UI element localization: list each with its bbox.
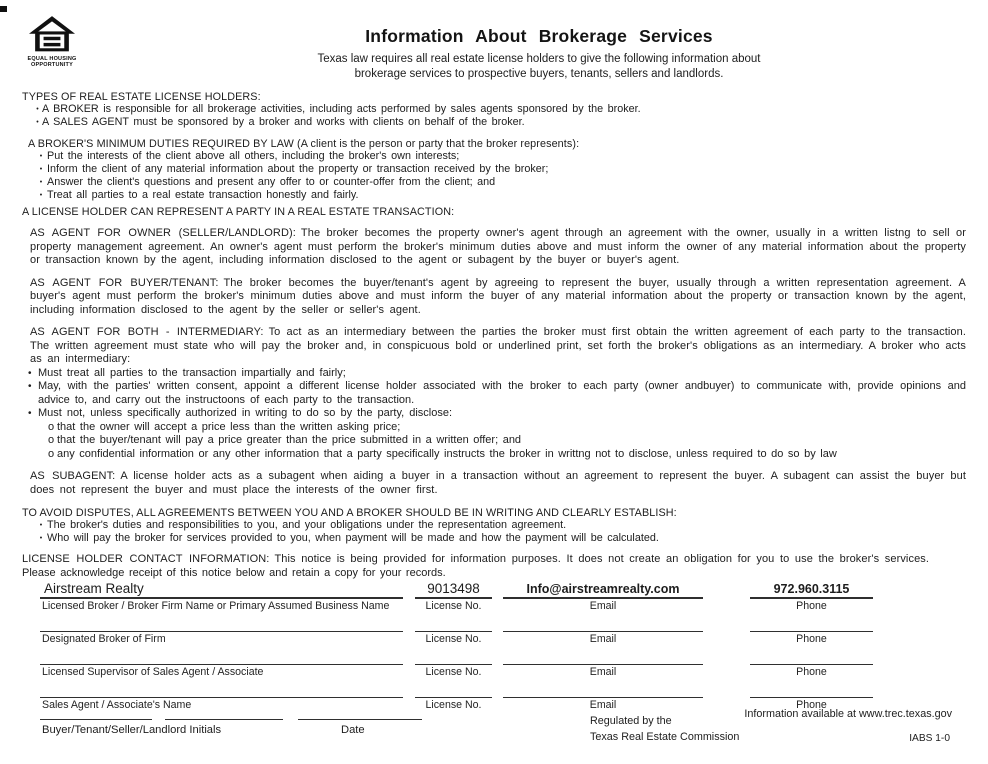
paragraph-text: The broker becomes the property owner's agent through an agreement with the owner, usually in a written listng to sell or property management agreement. An owner's agent must perform the broker's minimum duties above and must inform the owner of any material information about the property or transaction known by the agent, including information disclosed to the agent or subagent by the buyer or buyer's agent. — [30, 227, 966, 266]
section-heading-represent: A LICENSE HOLDER CAN REPRESENT A PARTY IN A REAL ESTATE TRANSACTION: — [22, 206, 455, 218]
license-no-field[interactable] — [415, 683, 492, 698]
phone-label: Phone — [796, 699, 827, 711]
paragraph-agent-owner — [22, 227, 966, 268]
phone-label: Phone — [796, 666, 827, 678]
bullet-marker: • — [39, 192, 43, 199]
bullet-text: Answer the client's questions and present any offer to or counter-offer from the client; and — [47, 176, 496, 188]
paragraph-text: The broker becomes the buyer/tenant's agent by agreeing to represent the buyer, usually through a written representation agreement. A buyer's agent must perform the broker's minimum duties above and must inform the buyer of any material information about the property or transaction known by the agent, including information disclosed to the agent by the seller or seller's agent. — [30, 276, 966, 316]
bullet-item — [22, 176, 966, 189]
paragraph-lead: AS AGENT FOR OWNER (SELLER/LANDLORD): — [30, 227, 296, 239]
section-heading-duties: A BROKER'S MINIMUM DUTIES REQUIRED BY LAW (A client is the person or party that the broker represents): — [28, 138, 580, 150]
paragraph-lead: AS AGENT FOR BUYER/TENANT: — [30, 276, 219, 289]
bullet-text: Put the interests of the client above all others, including the broker's own interests; — [47, 150, 460, 162]
sub-bullet-item — [22, 448, 966, 462]
bullet-item — [22, 367, 966, 381]
equal-housing-logo — [24, 16, 80, 68]
date-label: Date — [341, 724, 365, 736]
bullet-marker: • — [28, 381, 32, 392]
regulated-by-text — [590, 713, 739, 745]
bullet-text: Treat all parties to a real estate transaction honestly and fairly. — [47, 189, 359, 201]
email-label: Email — [589, 666, 617, 678]
bullet-marker: • — [39, 522, 43, 529]
section-heading-types: TYPES OF REAL ESTATE LICENSE HOLDERS: — [22, 91, 261, 103]
phone-label: Phone — [796, 633, 827, 645]
info-available-text: Information available at www.trec.texas.gov — [744, 708, 952, 720]
initials-label: Buyer/Tenant/Seller/Landlord Initials — [42, 724, 222, 736]
bullet-text: May, with the parties' written consent, appoint a different license holder associated with the broker to each party (owner andbuyer) to communicate with, provide opinions and advice to, and carry out the instructoons of each party to the transaction. — [38, 380, 966, 406]
bullet-marker: • — [39, 179, 43, 186]
license-no-field[interactable] — [415, 650, 492, 665]
paragraph-lead: LICENSE HOLDER CONTACT INFORMATION: — [22, 553, 270, 565]
regulated-line2: Texas Real Estate Commission — [590, 731, 740, 743]
sub-bullet-item — [22, 434, 966, 448]
designated-broker-label: Designated Broker of Firm — [42, 633, 166, 645]
bullet-item — [22, 116, 966, 129]
paragraph-agent-buyer — [22, 277, 966, 318]
phone-field[interactable] — [750, 650, 873, 665]
sub-bullet-marker: o — [48, 447, 55, 460]
bullet-text: A BROKER is responsible for all brokerage activities, including acts performed by sales agents sponsored by the broker. — [42, 103, 641, 115]
sub-bullet-marker: o — [48, 434, 55, 446]
sub-bullet-text: that the buyer/tenant will pay a price greater than the price submitted in a written offer; and — [57, 434, 522, 446]
email-label: Email — [589, 699, 617, 711]
license-no-label: License No. — [425, 666, 482, 678]
section-heading-disputes: TO AVOID DISPUTES, ALL AGREEMENTS BETWEEN YOU AND A BROKER SHOULD BE IN WRITING AND CLEARLY ESTABLISH: — [22, 507, 677, 519]
initials-line-1[interactable] — [40, 719, 152, 720]
email-field[interactable] — [503, 650, 703, 665]
sales-agent-name-field[interactable] — [40, 683, 403, 698]
logo-caption-line2: OPPORTUNITY — [31, 62, 73, 68]
email-label: Email — [589, 600, 617, 612]
license-no-label: License No. — [425, 600, 482, 612]
subtitle-line1: Texas law requires all real estate license holders to give the following information about — [317, 53, 761, 65]
scan-artifact — [0, 6, 7, 12]
bullet-item — [22, 519, 966, 532]
bullet-item — [22, 380, 966, 407]
license-no-label: License No. — [425, 699, 482, 711]
paragraph-contact-info-line2: Please acknowledge receipt of this notice below and retain a copy for your records. — [22, 566, 446, 579]
bullet-marker: • — [36, 119, 39, 126]
bullet-text: The broker's duties and responsibilities to you, and your obligations under the representation agreement. — [47, 519, 567, 531]
email-field[interactable] — [503, 617, 703, 632]
paragraph-lead: AS AGENT FOR BOTH - INTERMEDIARY: — [30, 326, 264, 338]
sales-agent-label: Sales Agent / Associate's Name — [42, 699, 192, 711]
document-body — [0, 91, 988, 580]
paragraph-lead: AS SUBAGENT: — [30, 470, 116, 482]
bullet-text: Must treat all parties to the transaction impartially and fairly; — [38, 366, 346, 379]
paragraph-subagent — [22, 470, 966, 497]
sub-bullet-marker: o — [48, 420, 55, 433]
bullet-text: A SALES AGENT must be sponsored by a broker and works with clients on behalf of the broker. — [42, 116, 525, 128]
initials-line-2[interactable] — [165, 719, 283, 720]
bullet-text: Inform the client of any material information about the property or transaction received by the broker; — [47, 163, 549, 175]
paragraph-text: To act as an intermediary between the parties the broker must first obtain the written agreement of each party to the transaction. The written agreement must state who will pay the broker and, in conspicuous bold or underlined print, set forth the broker's obligations as an intermediary. A broker who acts as an intermediary: — [30, 326, 966, 365]
paragraph-text: A license holder acts as a subagent when aiding a buyer in a transaction without an agreement to represent the buyer. A subagent can assist the buyer but does not represent the buyer and must place the interests of the owner first. — [30, 470, 966, 496]
phone-field[interactable]: 972.960.3115 — [750, 579, 873, 599]
page-subtitle — [150, 52, 928, 82]
bullet-item — [22, 407, 966, 421]
email-field[interactable]: Info@airstreamrealty.com — [503, 579, 703, 599]
sub-bullet-item — [22, 421, 966, 435]
subtitle-line2: brokerage services to prospective buyers, tenants, sellers and landlords. — [354, 68, 724, 80]
phone-field[interactable] — [750, 683, 873, 698]
designated-broker-name-field[interactable] — [40, 617, 403, 632]
form-row-broker-firm — [22, 579, 966, 613]
page-title: Information About Brokerage Services — [365, 26, 713, 46]
phone-field[interactable] — [750, 617, 873, 632]
bullet-text: Must not, unless specifically authorized in writing to do so by the party, disclose: — [38, 407, 453, 419]
license-holder-contact-table — [22, 579, 966, 712]
broker-firm-name-field[interactable]: Airstream Realty — [40, 579, 403, 599]
bullet-item — [22, 103, 966, 116]
regulated-line1: Regulated by the — [590, 715, 672, 727]
bullet-marker: • — [39, 153, 43, 160]
bullet-text: Who will pay the broker for services provided to you, when payment will be made and how the payment will be calculated. — [47, 532, 659, 544]
sub-bullet-text: that the owner will accept a price less than the written asking price; — [57, 420, 401, 433]
paragraph-agent-both — [22, 326, 966, 367]
bullet-item — [22, 189, 966, 202]
form-row-supervisor — [22, 650, 966, 679]
paragraph-text: This notice is being provided for information purposes. It does not create an obligation for you to use the broker's services. — [274, 553, 930, 565]
bullet-marker: • — [39, 535, 43, 542]
bullet-item — [22, 150, 966, 163]
logo-caption-line1: EQUAL HOUSING — [27, 56, 77, 62]
bullet-marker: • — [36, 106, 39, 113]
supervisor-name-field[interactable] — [40, 650, 403, 665]
bullet-marker: • — [28, 408, 32, 419]
date-line[interactable] — [298, 719, 422, 720]
supervisor-label: Licensed Supervisor of Sales Agent / Associate — [42, 666, 264, 678]
broker-firm-name-label: Licensed Broker / Broker Firm Name or Primary Assumed Business Name — [42, 600, 390, 612]
equal-housing-house-icon — [29, 16, 75, 56]
bullet-marker: • — [39, 166, 43, 173]
document-header — [150, 0, 928, 82]
bullet-marker: • — [28, 367, 32, 379]
sub-bullet-text: any confidential information or any other information that a party specifically instructs the broker in writtng not to disclose, unless required to do so by law — [57, 447, 837, 460]
email-field[interactable] — [503, 683, 703, 698]
license-no-field[interactable]: 9013498 — [415, 579, 492, 599]
form-row-designated-broker — [22, 617, 966, 646]
license-no-label: License No. — [425, 633, 482, 645]
email-label: Email — [589, 633, 617, 645]
license-no-field[interactable] — [415, 617, 492, 632]
phone-label: Phone — [796, 600, 827, 612]
bullet-item — [22, 532, 966, 545]
bullet-item — [22, 163, 966, 176]
paragraph-contact-info — [22, 553, 966, 567]
form-code: IABS 1-0 — [909, 733, 950, 744]
